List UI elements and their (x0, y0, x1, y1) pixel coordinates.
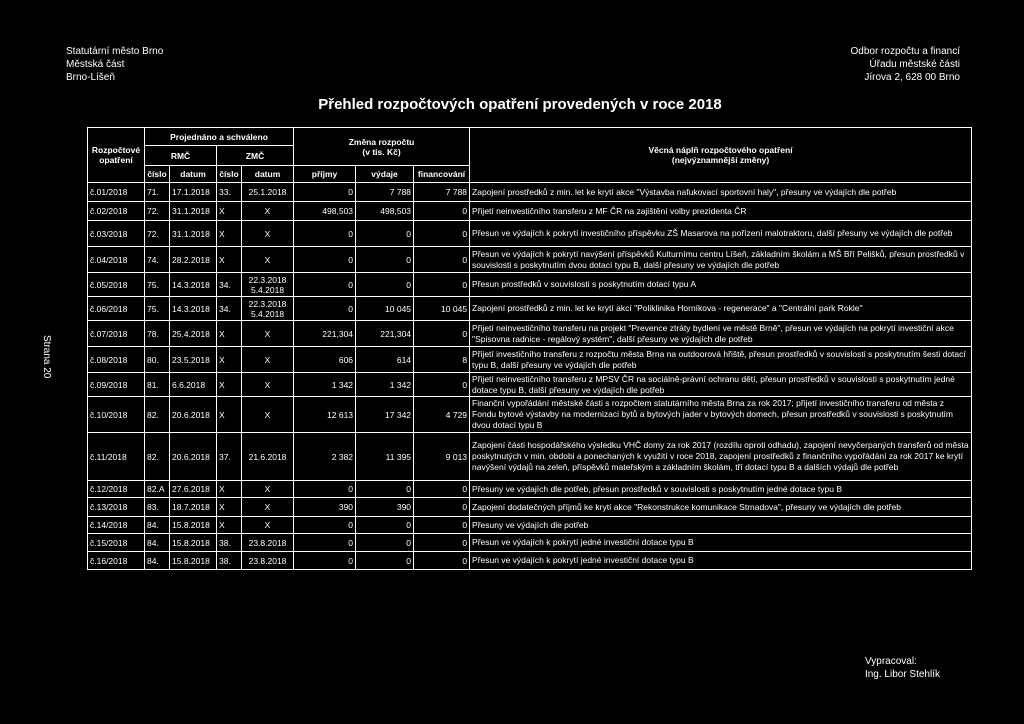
header-right-line: Úřadu městské části (869, 59, 960, 70)
cell-rd: 25.4.2018 (170, 321, 217, 347)
footer-line: Ing. Libor Stehlík (864, 669, 940, 680)
table-row (88, 297, 972, 321)
cell-rc: 82. (145, 433, 170, 481)
cell-desc: Přesuny ve výdajích dle potřeb, přesun prostředků v souvislosti s poskytnutím jedné dotace typu B (470, 481, 972, 498)
table-row (88, 534, 972, 552)
cell-zc: X (217, 397, 242, 433)
footer-line: Vypracoval: (864, 656, 917, 667)
cell-rd: 31.1.2018 (170, 221, 217, 247)
cell-ro: č.02/2018 (88, 202, 145, 221)
cell-zd: 22.3.2018 5.4.2018 (242, 273, 294, 297)
cell-p: 0 (294, 221, 356, 247)
cell-ro: č.01/2018 (88, 183, 145, 202)
cell-v: 498,503 (356, 202, 414, 221)
cell-zd: 21.6.2018 (242, 433, 294, 481)
cell-rd: 15.8.2018 (170, 517, 217, 534)
header-rmc: RMČ (145, 146, 217, 166)
cell-zc: X (217, 517, 242, 534)
cell-ro: č.15/2018 (88, 534, 145, 552)
cell-zc: 38. (217, 552, 242, 570)
cell-zc: X (217, 373, 242, 397)
header-left-line: Brno-Líšeň (66, 72, 115, 83)
cell-v: 0 (356, 534, 414, 552)
header-right (850, 45, 960, 84)
page-number: Strana 20 (41, 335, 52, 379)
cell-v: 0 (356, 517, 414, 534)
table-row (88, 202, 972, 221)
header-zmena (294, 128, 470, 166)
header-vecna-sub: (nejvýznamnější změny) (671, 155, 770, 165)
header-right-line: Odbor rozpočtu a financí (850, 46, 960, 57)
header-zmena-title: Změna rozpočtu (348, 136, 415, 147)
cell-f: 0 (414, 247, 470, 273)
cell-desc: Přijetí investičního transferu z rozpočtu města Brna na outdoorová hřiště, přesun prostředků v souvislosti s poskytnutím šesti dotací typu B, další přesuny ve výdajích dle potřeb (470, 347, 972, 373)
cell-desc: Přijetí neinvestičního transferu na projekt "Prevence ztráty bydlení ve městě Brně", přesun ve výdajích na pokrytí investiční akce "Spisovna radnice - regálový systém", další přesuny ve výdajích dle potřeb (470, 321, 972, 347)
cell-f: 0 (414, 481, 470, 498)
header-right-line: Jírova 2, 628 00 Brno (864, 72, 960, 83)
cell-p: 390 (294, 498, 356, 517)
cell-rc: 81. (145, 373, 170, 397)
cell-zd: X (242, 397, 294, 433)
cell-ro: č.07/2018 (88, 321, 145, 347)
cell-f: 8 (414, 347, 470, 373)
cell-p: 498,503 (294, 202, 356, 221)
cell-p: 0 (294, 552, 356, 570)
cell-f: 4 729 (414, 397, 470, 433)
cell-desc: Přesun ve výdajích k pokrytí jedné investiční dotace typu B (470, 534, 972, 552)
cell-ro: č.16/2018 (88, 552, 145, 570)
cell-v: 1 342 (356, 373, 414, 397)
cell-desc: Přesun ve výdajích k pokrytí jedné investiční dotace typu B (470, 552, 972, 570)
table-row (88, 183, 972, 202)
table-row (88, 498, 972, 517)
header-datum: datum (170, 166, 217, 183)
cell-p: 0 (294, 273, 356, 297)
cell-f: 7 788 (414, 183, 470, 202)
page-title: Přehled rozpočtových opatření provedených v roce 2018 (318, 96, 722, 113)
cell-zc: X (217, 498, 242, 517)
header-datum: datum (242, 166, 294, 183)
cell-zd: X (242, 517, 294, 534)
header-vecna (470, 128, 972, 183)
header-left-line: Městská část (66, 59, 125, 70)
cell-rc: 83. (145, 498, 170, 517)
header-rozpoctove: Rozpočtové opatření (88, 128, 145, 183)
cell-p: 0 (294, 481, 356, 498)
cell-rc: 72. (145, 202, 170, 221)
cell-desc: Zapojení prostředků z min. let ke krytí akcí "Poliklinika Horníkova - regenerace" a "Centrální park Rokle" (470, 297, 972, 321)
cell-desc: Přijetí neinvestičního transferu z MF ČR na zajištění volby prezidenta ČR (470, 202, 972, 221)
cell-rc: 80. (145, 347, 170, 373)
cell-rc: 84. (145, 517, 170, 534)
table-row (88, 247, 972, 273)
cell-p: 0 (294, 183, 356, 202)
cell-v: 221,304 (356, 321, 414, 347)
cell-zc: X (217, 347, 242, 373)
header-zmc: ZMČ (217, 146, 294, 166)
cell-ro: č.14/2018 (88, 517, 145, 534)
cell-v: 11 395 (356, 433, 414, 481)
cell-rd: 15.8.2018 (170, 534, 217, 552)
cell-p: 0 (294, 517, 356, 534)
cell-zc: 33. (217, 183, 242, 202)
cell-rd: 28.2.2018 (170, 247, 217, 273)
cell-rd: 23.5.2018 (170, 347, 217, 373)
header-cislo: číslo (145, 166, 170, 183)
cell-rd: 17.1.2018 (170, 183, 217, 202)
cell-rd: 6.6.2018 (170, 373, 217, 397)
cell-p: 221,304 (294, 321, 356, 347)
table-row (88, 481, 972, 498)
cell-zd: X (242, 347, 294, 373)
cell-rc: 74. (145, 247, 170, 273)
cell-f: 0 (414, 498, 470, 517)
cell-f: 0 (414, 517, 470, 534)
cell-p: 0 (294, 297, 356, 321)
cell-zd: X (242, 498, 294, 517)
cell-v: 0 (356, 481, 414, 498)
header-zmena-unit: (v tis. Kč) (362, 146, 401, 157)
cell-p: 12 613 (294, 397, 356, 433)
cell-rd: 20.6.2018 (170, 433, 217, 481)
table-row (88, 433, 972, 481)
cell-ro: č.03/2018 (88, 221, 145, 247)
cell-v: 0 (356, 552, 414, 570)
cell-rd: 27.6.2018 (170, 481, 217, 498)
cell-zd: 22.3.2018 5.4.2018 (242, 297, 294, 321)
cell-rc: 75. (145, 273, 170, 297)
cell-zc: X (217, 247, 242, 273)
cell-zd: X (242, 373, 294, 397)
cell-zd: X (242, 247, 294, 273)
cell-p: 0 (294, 247, 356, 273)
header-prijmy: příjmy (294, 166, 356, 183)
header-vydaje: výdaje (356, 166, 414, 183)
cell-zc: X (217, 202, 242, 221)
cell-zd: X (242, 481, 294, 498)
cell-rd: 15.8.2018 (170, 552, 217, 570)
cell-rd: 31.1.2018 (170, 202, 217, 221)
cell-zc: 34. (217, 273, 242, 297)
header-projednano: Projednáno a schváleno (145, 128, 294, 146)
cell-zc: X (217, 481, 242, 498)
footer (865, 655, 940, 681)
cell-desc: Přesun ve výdajích k pokrytí navýšení příspěvků Kulturnímu centru Líšeň, základním školám a MŠ Bří Pelišků, přesun prostředků v souvislosti s poskytnutím dvou dotací typu B, další přesuny ve výdajích dle potřeb (470, 247, 972, 273)
cell-zd: 23.8.2018 (242, 534, 294, 552)
cell-f: 0 (414, 321, 470, 347)
cell-rd: 20.6.2018 (170, 397, 217, 433)
cell-ro: č.12/2018 (88, 481, 145, 498)
cell-f: 0 (414, 202, 470, 221)
header-financovani: financování (414, 166, 470, 183)
cell-f: 0 (414, 221, 470, 247)
cell-f: 0 (414, 273, 470, 297)
cell-ro: č.05/2018 (88, 273, 145, 297)
cell-ro: č.13/2018 (88, 498, 145, 517)
cell-rd: 14.3.2018 (170, 273, 217, 297)
cell-f: 0 (414, 373, 470, 397)
cell-p: 1 342 (294, 373, 356, 397)
cell-p: 0 (294, 534, 356, 552)
cell-zc: 34. (217, 297, 242, 321)
cell-f: 0 (414, 552, 470, 570)
cell-zd: 25.1.2018 (242, 183, 294, 202)
cell-v: 0 (356, 247, 414, 273)
cell-f: 9 013 (414, 433, 470, 481)
budget-table (87, 127, 972, 570)
table-row (88, 552, 972, 570)
cell-rc: 82. (145, 397, 170, 433)
cell-p: 2 382 (294, 433, 356, 481)
cell-zc: 38. (217, 534, 242, 552)
cell-desc: Zapojení prostředků z min. let ke krytí akce "Výstavba nafukovací sportovní haly", přesuny ve výdajích dle potřeb (470, 183, 972, 202)
cell-ro: č.08/2018 (88, 347, 145, 373)
cell-zd: X (242, 321, 294, 347)
cell-ro: č.09/2018 (88, 373, 145, 397)
cell-desc: Finanční vypořádání městské části s rozpočtem statutárního města Brna za rok 2017; přijetí investičního transferu od města z Fondu bytové výstavby na modernizaci bytů a bytových jader v bytových domech, přesun prostředků v souvislosti s poskytnutím dvou dotací typu B (470, 397, 972, 433)
cell-zc: X (217, 321, 242, 347)
cell-desc: Zapojení dodatečných příjmů ke krytí akce "Rekonstrukce komunikace Strnadova", přesuny ve výdajích dle potřeb (470, 498, 972, 517)
cell-v: 390 (356, 498, 414, 517)
table-row (88, 221, 972, 247)
table-row (88, 517, 972, 534)
header-left-line: Statutární město Brno (66, 46, 164, 57)
cell-rc: 71. (145, 183, 170, 202)
cell-rc: 84. (145, 534, 170, 552)
cell-rc: 84. (145, 552, 170, 570)
cell-ro: č.04/2018 (88, 247, 145, 273)
cell-desc: Přijetí neinvestičního transferu z MPSV ČR na sociálně-právní ochranu dětí, přesun prostředků v souvislosti s poskytnutím jedné dotace typu B, další přesuny ve výdajích dle potřeb (470, 373, 972, 397)
cell-ro: č.10/2018 (88, 397, 145, 433)
cell-v: 0 (356, 273, 414, 297)
cell-v: 7 788 (356, 183, 414, 202)
header-vecna-title: Věcná náplň rozpočtového opatření (648, 145, 793, 155)
cell-v: 17 342 (356, 397, 414, 433)
cell-zd: X (242, 202, 294, 221)
cell-zc: X (217, 221, 242, 247)
table-row (88, 273, 972, 297)
cell-zd: X (242, 221, 294, 247)
header-cislo: číslo (217, 166, 242, 183)
cell-zd: 23.8.2018 (242, 552, 294, 570)
cell-rc: 75. (145, 297, 170, 321)
cell-f: 10 045 (414, 297, 470, 321)
cell-rc: 82.A (145, 481, 170, 498)
cell-rd: 14.3.2018 (170, 297, 217, 321)
cell-rc: 78. (145, 321, 170, 347)
table-row (88, 347, 972, 373)
table-row (88, 397, 972, 433)
cell-p: 606 (294, 347, 356, 373)
cell-ro: č.06/2018 (88, 297, 145, 321)
cell-rc: 72. (145, 221, 170, 247)
cell-f: 0 (414, 534, 470, 552)
cell-zc: 37. (217, 433, 242, 481)
header-left (66, 45, 163, 84)
cell-desc: Přesun prostředků v souvislosti s poskytnutím dotací typu A (470, 273, 972, 297)
cell-v: 10 045 (356, 297, 414, 321)
cell-desc: Zapojení části hospodářského výsledku VHČ domy za rok 2017 (rozdílu oproti odhadu), zapojení nevyčerpaných transferů od města poskytnutých v min. obdobi a ponechaných k využití v roce 2018, zapojení prostředků z finančního vypořádání za rok 2017 ke krytí navýšení výdajů na zeleň, příspěvků mateřským a základním školám, tří dotací typu B a dalších výdajů dle potřeb (470, 433, 972, 481)
cell-ro: č.11/2018 (88, 433, 145, 481)
cell-rd: 18.7.2018 (170, 498, 217, 517)
cell-desc: Přesuny ve výdajích dle potřeb (470, 517, 972, 534)
table-row (88, 373, 972, 397)
table-row (88, 321, 972, 347)
cell-desc: Přesun ve výdajích k pokrytí investičního příspěvku ZŠ Masarova na pořízení malotraktoru, další přesuny ve výdajích dle potřeb (470, 221, 972, 247)
cell-v: 614 (356, 347, 414, 373)
cell-v: 0 (356, 221, 414, 247)
